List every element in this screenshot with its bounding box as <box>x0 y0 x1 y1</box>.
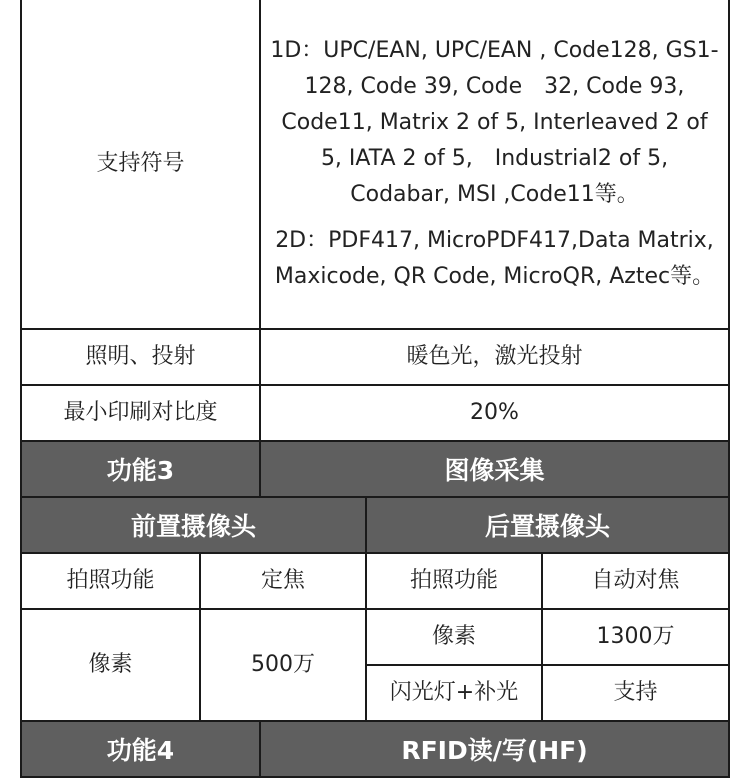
rear-pixel-value: 1300万 <box>596 624 675 649</box>
function4-value-cell <box>259 720 730 778</box>
function4-label-cell <box>20 720 261 778</box>
function3-label-cell <box>20 440 261 498</box>
lighting-value: 暖色光，激光投射 <box>406 344 583 369</box>
front-focus-value-cell <box>199 552 367 610</box>
function3-value: 图像采集 <box>444 456 545 485</box>
lighting-value-cell <box>259 328 730 386</box>
rear-focus-label: 拍照功能 <box>409 568 498 593</box>
front-focus-label: 拍照功能 <box>66 568 155 593</box>
rear-flash-value-cell <box>541 664 730 722</box>
function3-value-cell <box>259 440 730 498</box>
rear-focus-label-cell <box>365 552 543 610</box>
front-focus-value: 定焦 <box>260 568 305 593</box>
rear-flash-value: 支持 <box>613 680 658 705</box>
function4-label: 功能4 <box>106 736 175 765</box>
rear-pixel-label-cell <box>365 608 543 666</box>
front-pixel-label: 像素 <box>88 652 133 677</box>
function3-label: 功能3 <box>106 456 175 485</box>
contrast-label-cell <box>20 384 261 442</box>
contrast-label: 最小印刷对比度 <box>63 400 218 425</box>
lighting-label-cell <box>20 328 261 386</box>
front-pixel-label-cell <box>20 608 201 722</box>
rear-camera-title-cell <box>365 496 730 554</box>
symbols-value-cell <box>259 0 730 330</box>
rear-flash-label-cell <box>365 664 543 722</box>
lighting-label: 照明、投射 <box>85 344 196 369</box>
front-camera-title: 前置摄像头 <box>130 512 256 541</box>
front-pixel-value: 500万 <box>251 652 315 677</box>
contrast-value: 20% <box>470 400 519 425</box>
rear-focus-value: 自动对焦 <box>591 568 680 593</box>
symbols-1d-text: 1D：UPC/EAN, UPC/EAN , Code128, GS1-128, Code 39, Code 32, Code 93, Code11, Matrix 2 of 5, Interleaved 2 of 5, IATA 2 of 5, Industrial2 of 5, Codabar, MSI ,Code11等。 <box>270 38 719 207</box>
front-camera-title-cell <box>20 496 367 554</box>
symbols-2d-text: 2D：PDF417, MicroPDF417,Data Matrix, Maxicode, QR Code, MicroQR, Aztec等。 <box>274 228 715 289</box>
front-focus-label-cell <box>20 552 201 610</box>
rear-camera-title: 后置摄像头 <box>484 512 610 541</box>
symbols-label: 支持符号 <box>96 151 185 176</box>
function4-value: RFID读/写(HF) <box>401 736 588 765</box>
rear-pixel-label: 像素 <box>431 624 476 649</box>
contrast-value-cell <box>259 384 730 442</box>
symbols-label-cell <box>20 0 261 330</box>
rear-flash-label: 闪光灯+补光 <box>389 680 519 705</box>
rear-focus-value-cell <box>541 552 730 610</box>
rear-pixel-value-cell <box>541 608 730 666</box>
front-pixel-value-cell <box>199 608 367 722</box>
